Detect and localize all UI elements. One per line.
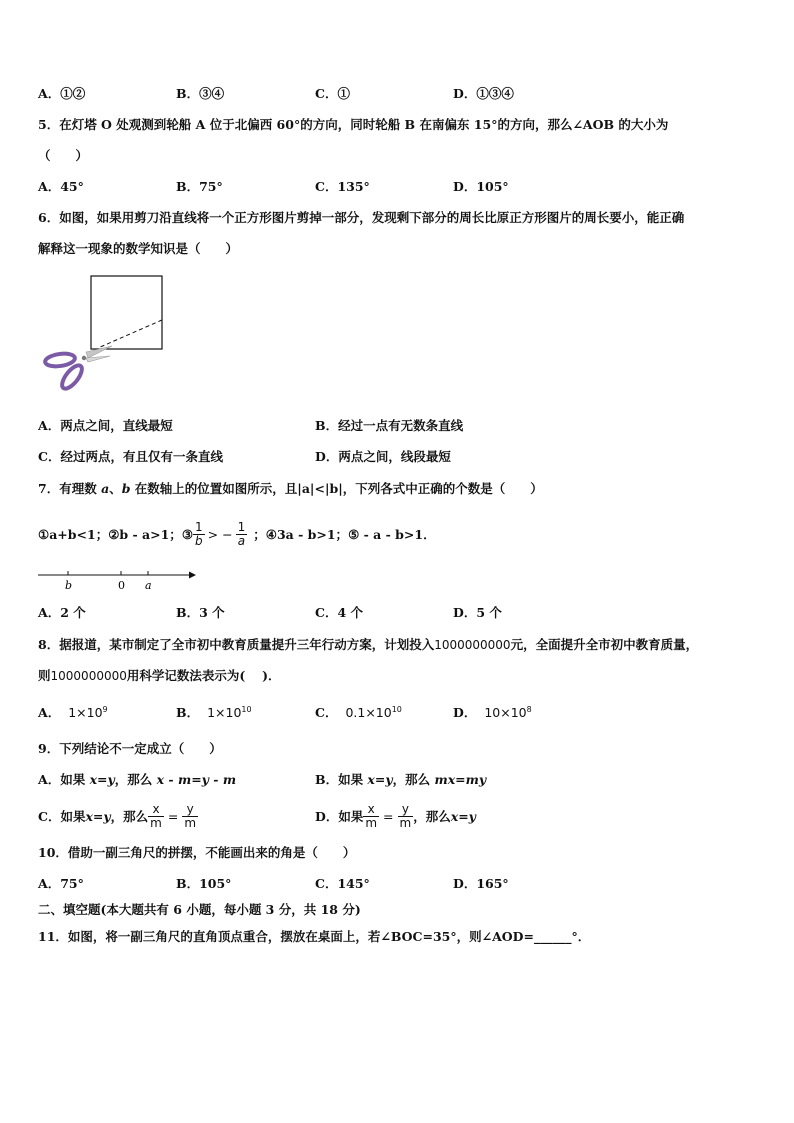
q4-option-b: B．③④ xyxy=(176,86,225,101)
q7-option-c: C．4 个 xyxy=(315,605,364,620)
q8-option-a: A． $1\times 10^9$ xyxy=(38,704,108,720)
scissors-icon xyxy=(44,346,112,392)
q10-option-c: C．145° xyxy=(315,876,370,891)
q7-expression-2: ②b - a>1； xyxy=(108,527,182,542)
q6-stem-line1: 6．如图，如果用剪刀沿直线将一个正方形图片剪掉一部分，发现剩下部分的周长比原正方形图片的周长要小，能正确 xyxy=(38,210,685,225)
q7-option-b: B．3 个 xyxy=(176,605,225,620)
q8-option-b: B． $1\times 10^{10}$ xyxy=(176,704,252,720)
q5-option-c: C．135° xyxy=(315,179,370,194)
number-line-label-a: a xyxy=(145,579,152,592)
q4-option-a: A．①② xyxy=(38,86,86,101)
section-heading-fill-in: 二、填空题(本大题共有 6 小题，每小题 3 分，共 18 分) xyxy=(38,902,361,917)
q6-stem-line2: 解释这一现象的数学知识是（ ） xyxy=(38,241,239,256)
fraction-y-over-m: $\frac{y}{m}$ xyxy=(399,801,412,830)
q9-option-b: B．如果 x=y，那么 mx=my xyxy=(315,772,487,787)
q5-option-b: B．75° xyxy=(176,179,223,194)
q4-option-d: D．①③④ xyxy=(453,86,514,101)
q6-option-c: C．经过两点，有且仅有一条直线 xyxy=(38,449,223,464)
q7-expression-4: ④3a - b>1； xyxy=(265,527,349,542)
q11-stem: 11．如图，将一副三角尺的直角顶点重合，摆放在桌面上，若∠BOC=35°，则∠AOD=______°． xyxy=(38,929,591,944)
q5-option-a: A．45° xyxy=(38,179,84,194)
cut-line xyxy=(98,320,162,348)
q7-expression-3: ③ $\frac{1}{b}$ > − $\frac{1}{a}$ ； xyxy=(181,519,266,548)
q8-option-d: D． $10\times 10^8$ xyxy=(453,704,532,720)
q7-option-a: A．2 个 xyxy=(38,605,86,620)
number-line-arrow-icon xyxy=(189,572,196,579)
fraction-x-over-m: $\frac{x}{m}$ xyxy=(150,801,162,830)
q9-option-a: A．如果 x=y，那么 x - m=y - m xyxy=(38,772,237,787)
fraction-1-over-b: $\frac{1}{b}$ xyxy=(195,519,203,548)
q5-stem: 5．在灯塔 O 处观测到轮船 A 位于北偏西 60°的方向，同时轮船 B 在南偏东 15°的方向，那么∠AOB 的大小为 xyxy=(38,117,669,132)
q9-stem: 9．下列结论不一定成立（ ） xyxy=(38,741,222,756)
q5-option-d: D．105° xyxy=(453,179,509,194)
q6-scissors-square-figure xyxy=(36,270,176,400)
q10-option-d: D．165° xyxy=(453,876,509,891)
q7-expression-5: ⑤ - a - b>1． xyxy=(348,527,436,542)
q8-stem-line1: 8．据报道，某市制定了全市初中教育质量提升三年行动方案，计划投入1000000000元，全面提升全市初中教育质量， xyxy=(38,637,699,652)
q7-stem: 7．有理数 a、b 在数轴上的位置如图所示，且|a|<|b|，下列各式中正确的个数是（ ） xyxy=(38,481,543,496)
q8-stem-line2: 则1000000000用科学记数法表示为( )． xyxy=(38,668,281,683)
number-line-label-0: 0 xyxy=(118,579,125,592)
q7-option-d: D．5 个 xyxy=(453,605,502,620)
q5-paren: （ ） xyxy=(38,148,89,163)
q6-option-a: A．两点之间，直线最短 xyxy=(38,418,173,433)
q10-stem: 10．借助一副三角尺的拼摆，不能画出来的角是（ ） xyxy=(38,845,356,860)
fraction-y-over-m: $\frac{y}{m}$ xyxy=(184,801,197,830)
q7-expression-1: ①a+b<1； xyxy=(38,527,109,542)
q9-option-d: D．如果 $\frac{x}{m}$ = $\frac{y}{m}$ ，那么 x=y xyxy=(315,801,476,830)
square-shape xyxy=(91,276,162,349)
q4-option-c: C．① xyxy=(315,86,350,101)
q8-option-c: C． $0.1\times 10^{10}$ xyxy=(315,704,402,720)
q6-option-b: B．经过一点有无数条直线 xyxy=(315,418,464,433)
fraction-1-over-a: $\frac{1}{a}$ xyxy=(237,519,246,548)
fraction-x-over-m: $\frac{x}{m}$ xyxy=(365,801,378,830)
q7-expressions xyxy=(38,514,436,554)
q7-number-line xyxy=(36,566,201,594)
q10-option-b: B．105° xyxy=(176,876,232,891)
q9-option-c: C．如果 x=y ，那么 $\frac{x}{m}$ = $\frac{y}{m}$ xyxy=(38,801,197,830)
q10-option-a: A．75° xyxy=(38,876,84,891)
number-line-label-b: b xyxy=(65,579,73,592)
q6-option-d: D．两点之间，线段最短 xyxy=(315,449,451,464)
